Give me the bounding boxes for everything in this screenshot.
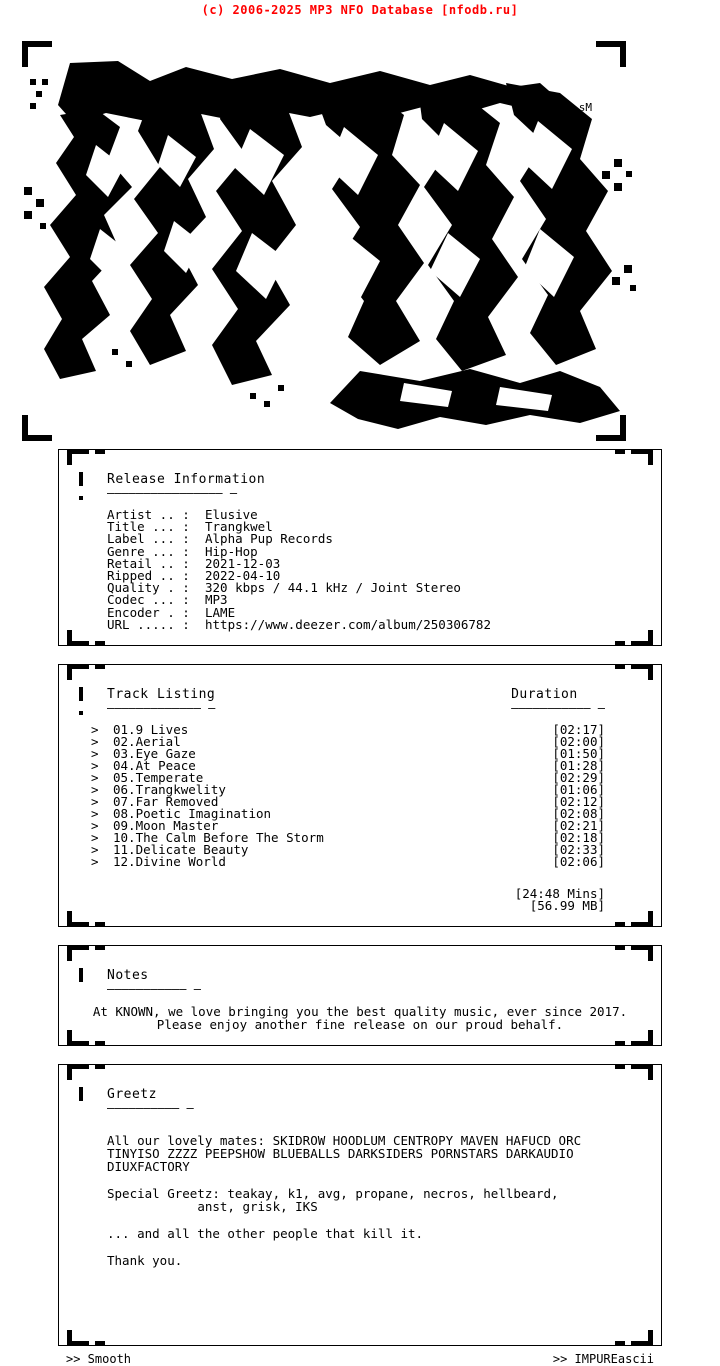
track-number: 01.	[113, 722, 136, 738]
special-greetz-line: Special Greetz: teakay, k1, avg, propane, necros, hellbeard,	[107, 1186, 559, 1202]
track-duration: [01:50]	[552, 746, 605, 762]
greetz-panel	[58, 1064, 662, 1346]
greetz-line: DIUXFACTORY	[107, 1159, 190, 1175]
track-name: Temperate	[135, 770, 204, 786]
total-duration: [24:48 Mins]	[514, 886, 605, 902]
bullet-arrow-icon: >	[91, 770, 99, 786]
artist-signature: sM	[578, 101, 592, 114]
ascii-logo	[0, 19, 720, 449]
field-value: Trangkwel	[205, 519, 273, 535]
track-name: Trangkwelity	[135, 782, 226, 798]
section-rule-greetz: —————————— —	[107, 1101, 194, 1116]
footer-left: >> Smooth	[66, 1352, 132, 1366]
bullet-arrow-icon: >	[91, 734, 99, 750]
total-size: [56.99 MB]	[529, 898, 605, 914]
field-key: Label ... :	[107, 531, 190, 547]
field-key: Title ... :	[107, 519, 190, 535]
track-name: Moon Master	[135, 818, 219, 834]
greetz-closing: ... and all the other people that kill it.	[107, 1226, 424, 1242]
release-information-panel	[58, 449, 662, 646]
field-key: Retail .. :	[107, 555, 190, 571]
track-number: 07.	[113, 794, 136, 810]
section-title-notes: Notes	[107, 968, 149, 984]
track-number: 02.	[113, 734, 136, 750]
track-number: 09.	[113, 818, 136, 834]
section-title-release: Release Information	[107, 472, 266, 487]
bullet-arrow-icon: >	[91, 842, 99, 858]
panel-tick	[79, 472, 83, 486]
field-value: 2021-12-03	[205, 555, 281, 571]
section-rule-notes: ——————————— —	[107, 982, 201, 997]
field-value: Elusive	[205, 507, 258, 522]
field-key: URL ..... :	[107, 616, 190, 632]
panel-tick-small	[79, 496, 83, 500]
track-duration: [01:06]	[552, 782, 605, 798]
track-duration: [02:29]	[552, 770, 605, 786]
track-name: Delicate Beauty	[135, 842, 249, 858]
track-duration: [02:21]	[552, 818, 605, 834]
field-value: MP3	[205, 592, 228, 608]
logo-art	[0, 19, 720, 449]
track-duration: [02:18]	[552, 830, 605, 846]
track-number: 03.	[113, 746, 136, 762]
track-number: 10.	[113, 830, 136, 846]
track-name: Eye Gaze	[135, 746, 196, 762]
section-rule-duration: ——————————— —	[511, 701, 605, 716]
track-number: 05.	[113, 770, 136, 786]
field-key: Codec ... :	[107, 592, 190, 608]
track-number: 06.	[113, 782, 136, 798]
track-duration: [02:00]	[552, 734, 605, 750]
special-greetz-line: anst, grisk, IKS	[107, 1199, 318, 1215]
track-duration: [01:28]	[552, 758, 605, 774]
track-duration: [02:08]	[552, 806, 605, 822]
column-header-duration: Duration	[511, 687, 578, 703]
field-key: Quality . :	[107, 580, 190, 596]
track-duration: [02:33]	[552, 842, 605, 858]
field-value: LAME	[205, 604, 236, 620]
field-url	[59, 616, 661, 632]
greetz-line: TINYISO ZZZZ PEEPSHOW BLUEBALLS DARKSIDERS PORNSTARS DARKAUDIO	[107, 1146, 574, 1162]
field-value-url[interactable]: https://www.deezer.com/album/250306782	[205, 616, 491, 632]
field-value: 320 kbps / 44.1 kHz / Joint Stereo	[205, 580, 461, 596]
section-rule-tracks: ————————————— —	[107, 701, 216, 716]
field-key: Genre ... :	[107, 543, 190, 559]
track-name: The Calm Before The Storm	[135, 830, 324, 846]
greetz-thanks: Thank you.	[107, 1253, 183, 1269]
track-name: Poetic Imagination	[135, 806, 272, 822]
notes-line: Please enjoy another fine release on our proud behalf.	[156, 1017, 564, 1033]
page-footer	[58, 1352, 662, 1366]
bullet-arrow-icon: >	[91, 794, 99, 810]
track-number: 11.	[113, 842, 136, 858]
greetz-line: All our lovely mates: SKIDROW HOODLUM CENTROPY MAVEN HAFUCD ORC	[107, 1133, 582, 1149]
bullet-arrow-icon: >	[91, 758, 99, 774]
field-value: Alpha Pup Records	[205, 531, 333, 547]
notes-line: At KNOWN, we love bringing you the best quality music, ever since 2017.	[92, 1004, 628, 1020]
footer-right: >> IMPUREascii	[552, 1352, 654, 1366]
track-row	[59, 856, 661, 868]
bullet-arrow-icon: >	[91, 854, 99, 870]
field-value: 2022-04-10	[205, 568, 281, 584]
track-name: At Peace	[135, 758, 196, 774]
track-name: Far Removed	[135, 794, 219, 810]
track-name: Aerial	[135, 734, 181, 750]
field-value: Hip-Hop	[205, 543, 258, 559]
track-duration: [02:06]	[552, 854, 605, 870]
field-key: Artist .. :	[107, 507, 190, 522]
track-number: 12.	[113, 854, 136, 870]
section-rule-release: ———————————————— —	[107, 486, 238, 500]
copyright-text: (c) 2006-2025 MP3 NFO Database [nfodb.ru]	[201, 3, 519, 17]
track-name: 9 Lives	[135, 722, 189, 738]
track-number: 04.	[113, 758, 136, 774]
track-name: Divine World	[135, 854, 226, 870]
bullet-arrow-icon: >	[91, 782, 99, 798]
track-number: 08.	[113, 806, 136, 822]
bullet-arrow-icon: >	[91, 830, 99, 846]
page-header	[0, 0, 720, 19]
bullet-arrow-icon: >	[91, 806, 99, 822]
notes-panel	[58, 945, 662, 1046]
section-title-tracks: Track Listing	[107, 687, 216, 703]
track-duration: [02:12]	[552, 794, 605, 810]
field-key: Ripped .. :	[107, 568, 190, 584]
track-listing-panel	[58, 664, 662, 927]
field-key: Encoder . :	[107, 604, 190, 620]
track-duration: [02:17]	[552, 722, 605, 738]
bullet-arrow-icon: >	[91, 722, 99, 738]
bullet-arrow-icon: >	[91, 818, 99, 834]
section-title-greetz: Greetz	[107, 1087, 157, 1103]
bullet-arrow-icon: >	[91, 746, 99, 762]
